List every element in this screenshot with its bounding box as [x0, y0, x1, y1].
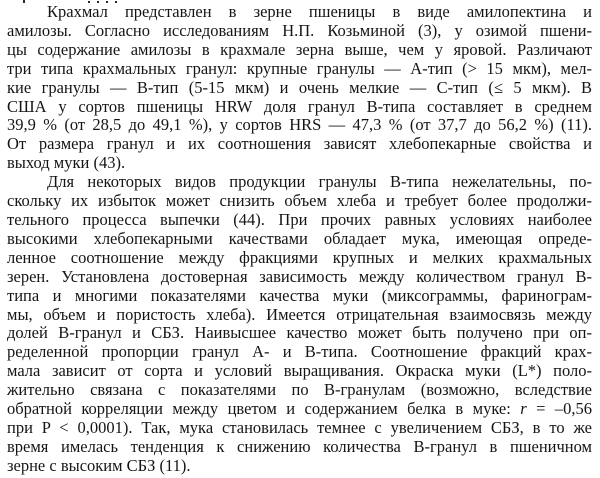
- correlation-variable-r: r: [520, 399, 527, 419]
- text-line: долей В-гранул и СБЗ. Наивысшее качество может быть получено при оп-: [7, 323, 592, 343]
- text-line: скольку их избыток может снизить объем хлеба и требует более продолжи-: [7, 191, 592, 211]
- text-line: мы, объем и пористость хлеба). Имеется отрицательная взаимосвязь между: [7, 304, 592, 324]
- body-text: [7, 3, 592, 476]
- text-line: выход муки (43).: [7, 153, 126, 173]
- text-line: 39,9 % (от 28,5 до 49,1 %), у сортов HRS — 47,3 % (от 37,7 до 56,2 %) (11).: [7, 115, 592, 135]
- text-line: мала зависит от сорта и условий выращивания. Окраска муки (L*) поло-: [7, 361, 592, 381]
- text-line: жительно связана с показателями по В-гранулам (возможно, вследствие: [7, 380, 592, 400]
- text-line: Крахмал представлен в зерне пшеницы в виде амилопектина и: [47, 2, 592, 21]
- text-line: высокими хлебопекарными качествами обладает мука, имеющая опреде-: [7, 228, 592, 248]
- text-line: ределенной пропорции гранул А- и В-типа. Соотношение фракций крах-: [7, 342, 592, 362]
- correlation-text: обратной корреляции между цветом и содержанием белка в муке:: [7, 399, 521, 419]
- text-line: типа и многими показателями качества муки (миксограммы, фаринограм-: [7, 285, 592, 305]
- text-line: кие гранулы — В-тип (5-15 мкм) и очень мелкие — С-тип (≤ 5 мкм). В: [7, 77, 592, 97]
- paragraph-granule-quality: [7, 173, 592, 476]
- text-line: ленное соотношение между фракциями крупных и мелких крахмальных: [7, 247, 592, 267]
- text-line: цы содержание амилозы в крахмале зерна выше, чем у яровой. Различают: [7, 39, 592, 59]
- text-line: США у сортов пшеницы HRW доля гранул В-типа составляет в среднем: [7, 96, 592, 116]
- text-line: время имелась тенденция к снижению количества В-гранул в пшеничном: [7, 436, 592, 456]
- text-line: зерен. Установлена достоверная зависимость между количеством гранул В-: [7, 266, 592, 286]
- text-line: зерне с высоким СБЗ (11).: [7, 455, 191, 475]
- text-line-correlation: [7, 400, 592, 419]
- paragraph-starch-types: [7, 3, 592, 173]
- text-line: при P < 0,0001). Так, мука становилась темнее с увеличением СБЗ, в то же: [7, 417, 592, 437]
- text-line: тельного процесса выпечки (44). При прочих равных условиях наиболее: [7, 209, 592, 229]
- text-line: три типа крахмальных гранул: крупные гранулы — А-тип (> 15 мкм), мел-: [7, 58, 592, 78]
- correlation-value: = –0,56: [526, 399, 593, 419]
- text-line: амилозы. Согласно исследованиям Н.П. Козьминой (3), у озимой пшени-: [7, 20, 592, 40]
- text-line: От размера гранул и их соотношения зависят хлебопекарные свойства и: [7, 134, 592, 154]
- text-line: Для некоторых видов продукции гранулы В-типа нежелательны, по-: [47, 172, 592, 192]
